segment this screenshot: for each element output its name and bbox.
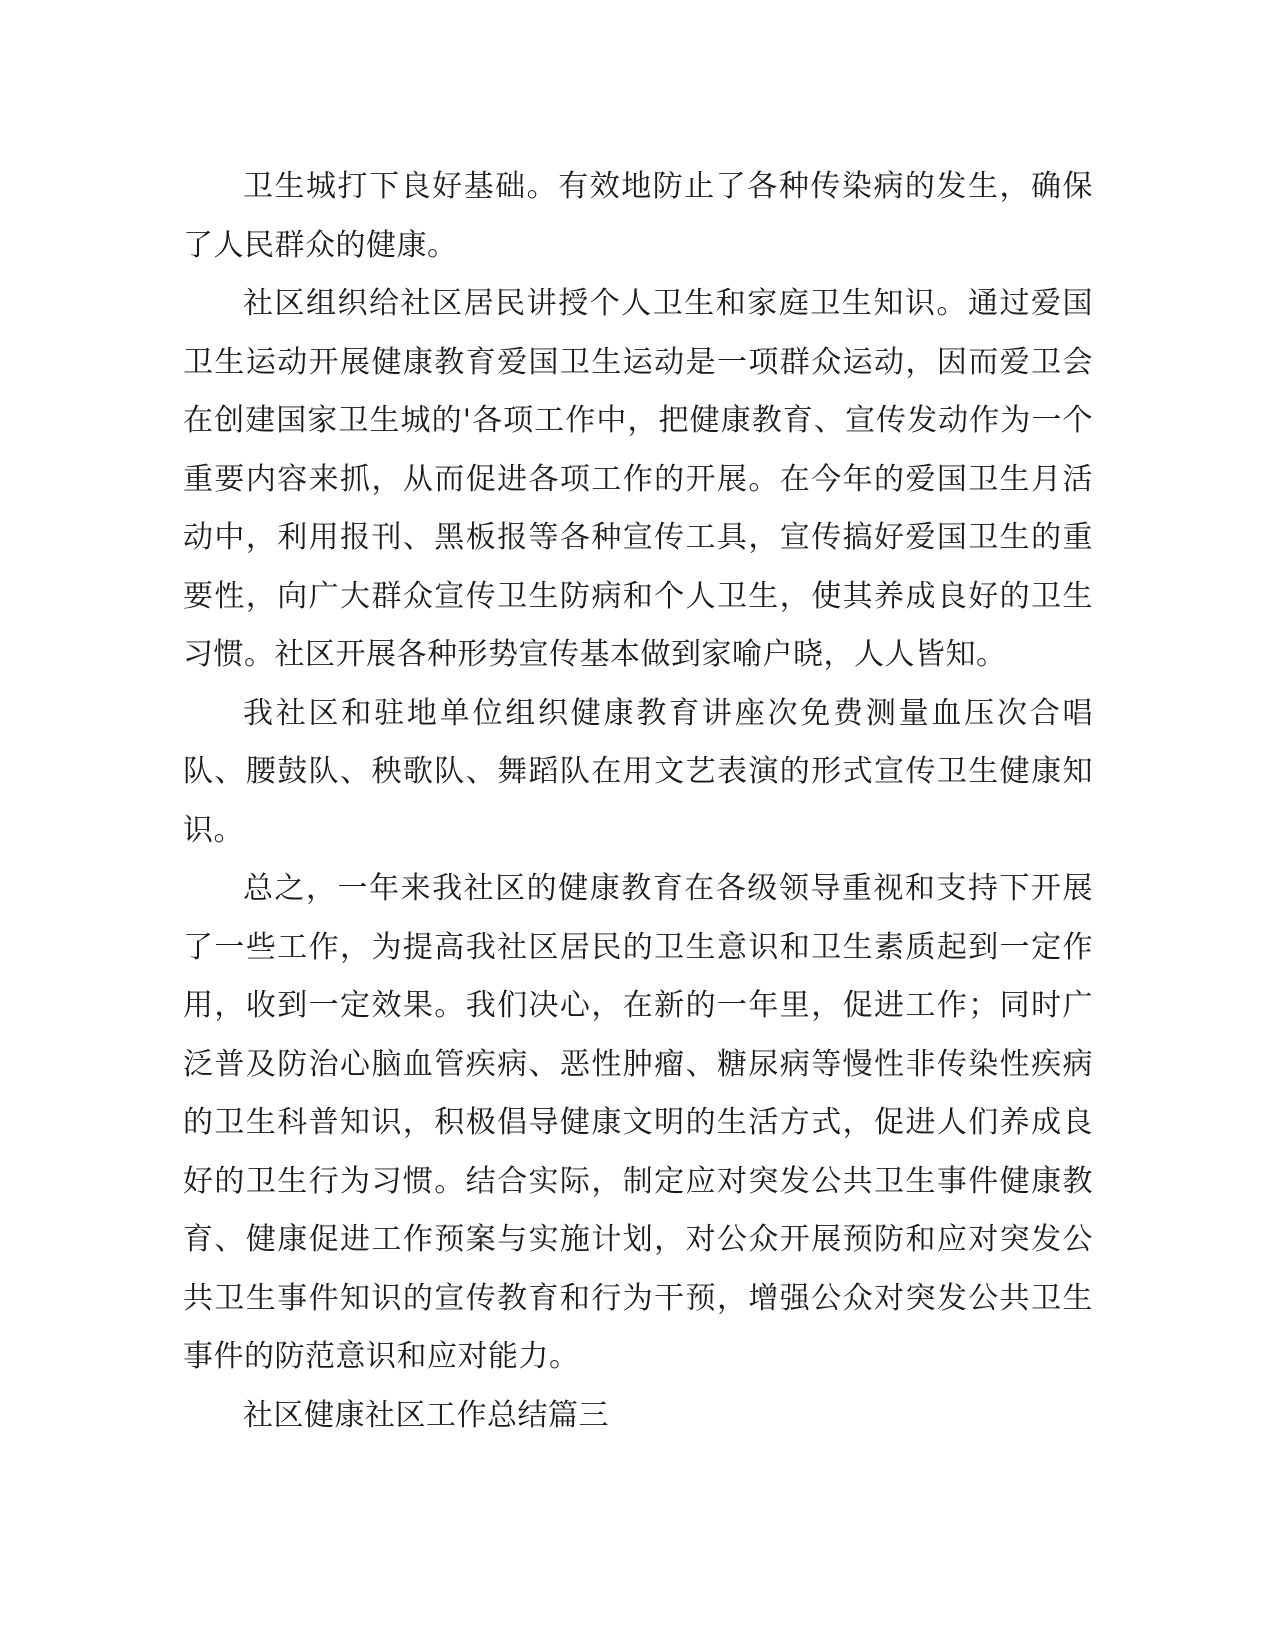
paragraph: 社区组织给社区居民讲授个人卫生和家庭卫生知识。通过爱国卫生运动开展健康教育爱国卫生运动是一项群众运动，因而爱卫会在创建国家卫生城的'各项工作中，把健康教育、宣传发动作为一个重要内容来抓，从而促进各项工作的开展。在今年的爱国卫生月活动中，利用报刊、黑板报等各种宣传工具，宣传搞好爱国卫生的重要性，向广大群众宣传卫生防病和个人卫生，使其养成良好的卫生习惯。社区开展各种形势宣传基本做到家喻户晓，人人皆知。 <box>183 286 1093 672</box>
paragraph: 卫生城打下良好基础。有效地防止了各种传染病的发生，确保了人民群众的健康。 <box>183 169 1093 263</box>
paragraph: 我社区和驻地单位组织健康教育讲座次免费测量血压次合唱队、腰鼓队、秧歌队、舞蹈队在用文艺表演的形式宣传卫生健康知识。 <box>183 695 1093 848</box>
paragraph: 总之，一年来我社区的健康教育在各级领导重视和支持下开展了一些工作，为提高我社区居民的卫生意识和卫生素质起到一定作用，收到一定效果。我们决心，在新的一年里，促进工作；同时广泛普及防治心脑血管疾病、恶性肿瘤、糖尿病等慢性非传染性疾病的卫生科普知识，积极倡导健康文明的生活方式，促进人们养成良好的卫生行为习惯。结合实际，制定应对突发公共卫生事件健康教育、健康促进工作预案与实施计划，对公众开展预防和应对突发公共卫生事件知识的宣传教育和行为干预，增强公众对突发公共卫生事件的防范意识和应对能力。 <box>183 871 1093 1374</box>
document-body <box>183 158 1093 1445</box>
section-heading: 社区健康社区工作总结篇三 <box>243 1397 609 1433</box>
